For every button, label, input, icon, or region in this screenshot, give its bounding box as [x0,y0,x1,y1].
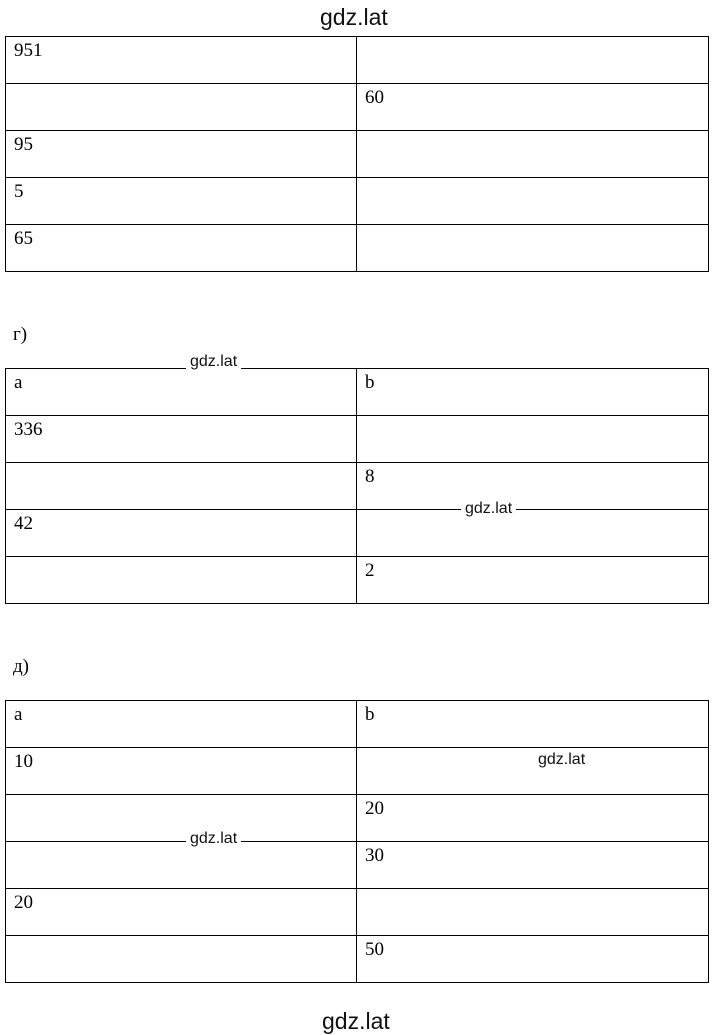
table-cell [6,557,357,604]
header-cell-a: a [6,701,357,748]
table-cell: 95 [6,131,357,178]
table-d [5,700,709,983]
table-row [6,416,709,463]
table-cell: 5 [6,178,357,225]
table-row [6,557,709,604]
table-cell: 50 [357,936,709,983]
table-cell: 65 [6,225,357,272]
table-row [6,748,709,795]
table-row [6,889,709,936]
table-cell [357,510,709,557]
table-cell: 60 [357,84,709,131]
watermark-g-header: gdz.lat [186,354,241,370]
table-cell: 8 [357,463,709,510]
table-1 [5,36,709,272]
watermark-top: gdz.lat [320,4,388,30]
watermark-d-left: gdz.lat [186,831,241,847]
table-cell [357,416,709,463]
table-row [6,842,709,889]
section-label-g: г) [13,324,28,345]
header-cell-b: b [357,369,709,416]
table-row [6,178,709,225]
table-cell: 2 [357,557,709,604]
table-cell [6,84,357,131]
table-row [6,225,709,272]
table-cell [6,463,357,510]
table-cell: 951 [6,37,357,84]
table-row [6,936,709,983]
table-row [6,795,709,842]
table-cell [357,889,709,936]
table-header-row [6,369,709,416]
table-cell [357,748,709,795]
table-cell: 30 [357,842,709,889]
table-cell: 20 [357,795,709,842]
section-label-d: д) [13,656,29,677]
header-cell-a: a [6,369,357,416]
table-row [6,463,709,510]
table-cell [357,225,709,272]
watermark-g-middle: gdz.lat [461,501,516,517]
watermark-d-right: gdz.lat [534,752,589,768]
table-cell [6,795,357,842]
table-header-row [6,701,709,748]
table-cell: 10 [6,748,357,795]
table-row [6,510,709,557]
table-cell [357,178,709,225]
table-cell [357,37,709,84]
table-cell: 20 [6,889,357,936]
table-g [5,368,709,604]
table-row [6,131,709,178]
table-cell: 42 [6,510,357,557]
table-cell [357,131,709,178]
table-row [6,37,709,84]
table-cell: 336 [6,416,357,463]
watermark-bottom: gdz.lat [322,1008,390,1034]
table-row [6,84,709,131]
table-cell [6,842,357,889]
table-cell [6,936,357,983]
header-cell-b: b [357,701,709,748]
